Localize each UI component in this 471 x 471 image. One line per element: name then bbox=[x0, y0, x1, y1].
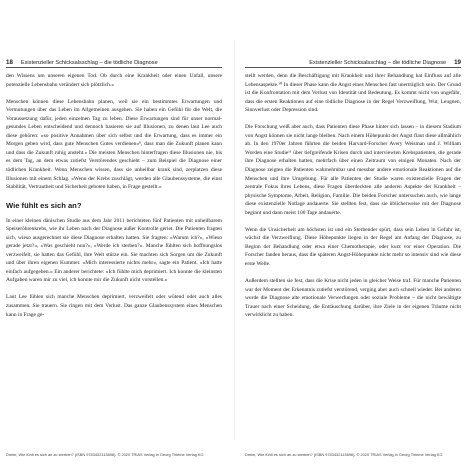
left-page-body bbox=[6, 72, 222, 319]
paragraph: Die Forschung weiß aber auch, dass Patienten diese Phase hinter sich lassen – in diesem Stadium von Angst können sie nicht lange bleiben. Nach einem Höhepunkt der Angst flaut diese allmählich ab. In den 1970er Jahren führten die beiden Harvard-Forscher Avery Weisman und J. William Worden eine Studie¹¹ über tiefgreifende Krisen durch und interviewten Krebspatienten, die gerade ihre Diagnose erhalten hatten, mehrfach über einen Zeitraum von einigen Monaten. Nach der Diagnose zeigten die Patienten wahrnehmbar und messbar andere emotionale Reaktionen auf die Menschen und ihre Umgebung. Für alle Patienten der Studie waren existenzielle Fragen der zentrale Fokus ihres Lebens, diese Fragen überdeckten alle anderen Aspekte der Krankheit – physische Symptome, Arbeit, Religion, Familie. Die beiden Forscher untersuchen auch, wie lange diese existenzielle Notlage andauerte. Sie stellten fest, dass sie üblicherweise mit der Diagnose beginnt und dann meist 100 Tage andauerte. bbox=[245, 124, 461, 216]
gutter bbox=[234, 40, 235, 440]
header-rule bbox=[245, 67, 461, 68]
paragraph: Wenn die Unsicherheit am höchsten ist und ein Sterbender spürt, dass sein Leben in Gefahr ist, wächst die Verzweiflung. Diese Höhepunkte liegen in der Regel am Anfang der Diagnose, zu Beginn der Behandlung oder etwa einer Chemotherapie, oder kurz vor einer Operation. Die Forscher fanden heraus, dass die späteren Angst-Höhepunkte nicht mehr so intensiv sind wie diese erste Welle. bbox=[245, 226, 461, 267]
page-footer: Dreier, Wie fühlt es sich an zu sterben? (ISBN 9783432113696), © 2020 TRIAS Verlag in Georg Thieme Verlag KG bbox=[245, 452, 443, 457]
right-page-body bbox=[245, 72, 461, 320]
left-page bbox=[0, 0, 232, 471]
paragraph: Menschen können diese Lebensbahn planen, weil sie ein bestimmtes Erwartungen und Vermutungen über das Leben im Allgemeinen ausgehen. Sie haben ein Gefühl für die Welt, die Voraussetzung dafür, jeden einzelnen Tag zu leben. Diese Erwartungen sind für unser normal-gesundes Leben entscheidend und dennoch basieren sie auf Illusionen, zu denen laut Lee auch diese gehören: »so positive Annahmen über sich selbst und die Erwartung, dass es immer ein Morgen geben wird, dass gute Menschen Gutes verdienen«⁸, dass man die Zukunft planen kann und dass die Zukunft ruhig ansteht.« Die meisten Menschen hinterfragen diese Illusionen nie, bis es dem Tag, an dem etwas zutiefst Verstörendes geschieht – zum Beispiel die Diagnose einer tödlichen Krankheit. Wenn Menschen wissen, dass sie unheilbar krank sind, zerplatzen diese Illusionen mit einem Schlag. »Wenn der Krebs zuschlägt, werden alle Glaubenssysteme, die einst Stabilität, Vertrautheit und Sicherheit geboten haben, in Frage gestellt.« bbox=[6, 98, 222, 191]
section-heading: Wie fühlt es sich an? bbox=[6, 200, 82, 210]
page-number: 19 bbox=[454, 59, 461, 66]
running-head: Existenzieller Schicksalsschlag – die tödliche Diagnose bbox=[20, 60, 158, 66]
paragraph: In einer kleinen dänischen Studie aus dem Jahr 2011 berichteten fünf Patienten mit unheilbarem Speiseröhrenkrebs, wie ihr Leben nach der Diagnose außer Kontrolle geriet. Die Patienten fragten sich, wieso ausgerechnet sie diese Diagnose erhalten hatten. Sie fragten: »Warum ich?«, »Wieso gerade jetzt?«, »Was geschieht nun?«, »Werde ich sterben?«. Manche fühlten sich hoffnungslos verzweifelt, sie hatten das Gefühl, ihre Welt stürze ein. Sie machten sich Sorgen um die Zukunft und über ihren eigenen Kummer. »Mich interessierte nichts mehr«, sagte ein Patient. »Ich hatte einfach aufgegeben.« Ein anderer berichtete: »Ich fühlte mich deprimiert. Ich konnte die kleinsten Aufgaben waren mir zu viel, ich konnte mir die Zukunft nicht vorstellen.« bbox=[6, 217, 222, 284]
paragraph: Außerdem stellten sie fest, dass die Krise nicht jeden in gleicher Weise traf. Für manche Patienten war der Moment der Erkenntnis zutiefst verstörend, verging aber auch schnell wieder. Bei anderen wurde die Diagnose alte emotionale Verwerfungen oder soziale Probleme – die nicht bewältigte Trauer nach einer Scheidung, die Enttäuschung darüber, ihre Ziele in der eigenen Träume nicht verwirklicht zu haben. bbox=[245, 277, 461, 319]
page-number: 18 bbox=[6, 59, 13, 66]
paragraph: Laut Lee fühlen sich manche Menschen deprimiert, verzweifelt oder wütend oder auch alles zusammen. Sie trauern. Sie ringen mit dem Verlust. Das ganze Glaubenssystem eines Menschen kann in Frage ge- bbox=[6, 294, 222, 318]
right-page bbox=[239, 0, 471, 471]
running-head: Existenzieller Schicksalsschlag – die tödliche Diagnose bbox=[309, 60, 447, 66]
page-footer: Dreier, Wie fühlt es sich an zu sterben? (ISBN 9783432113696), © 2020 TRIAS Verlag in Georg Thieme Verlag KG bbox=[6, 452, 204, 457]
header-rule bbox=[6, 67, 222, 68]
paragraph: stellt werden, denn die Beschäftigung mit Krankheit und ihrer Behandlung hat Einfluss auf alle Lebensaspekte.¹⁰ In dieser Phase kann die Angst eines Menschen fast unerträglich sein. Der Grund ist die Konfrontation mit dem Verlust von Identität und Bedeutung. Es kommt nicht von ungefähr, dass die ersten Reaktionen auf eine tödliche Diagnose in der Regel Verzweiflung, Wut, Leugnen, Sinnverlust oder Depression sind. bbox=[245, 73, 461, 114]
paragraph: den Wissens um unseren eigenen Tod. Ob durch eine Krankheit oder einen Unfall, unsere potenzielle Lebensbahn verändert sich plötzlich.« bbox=[6, 73, 222, 88]
